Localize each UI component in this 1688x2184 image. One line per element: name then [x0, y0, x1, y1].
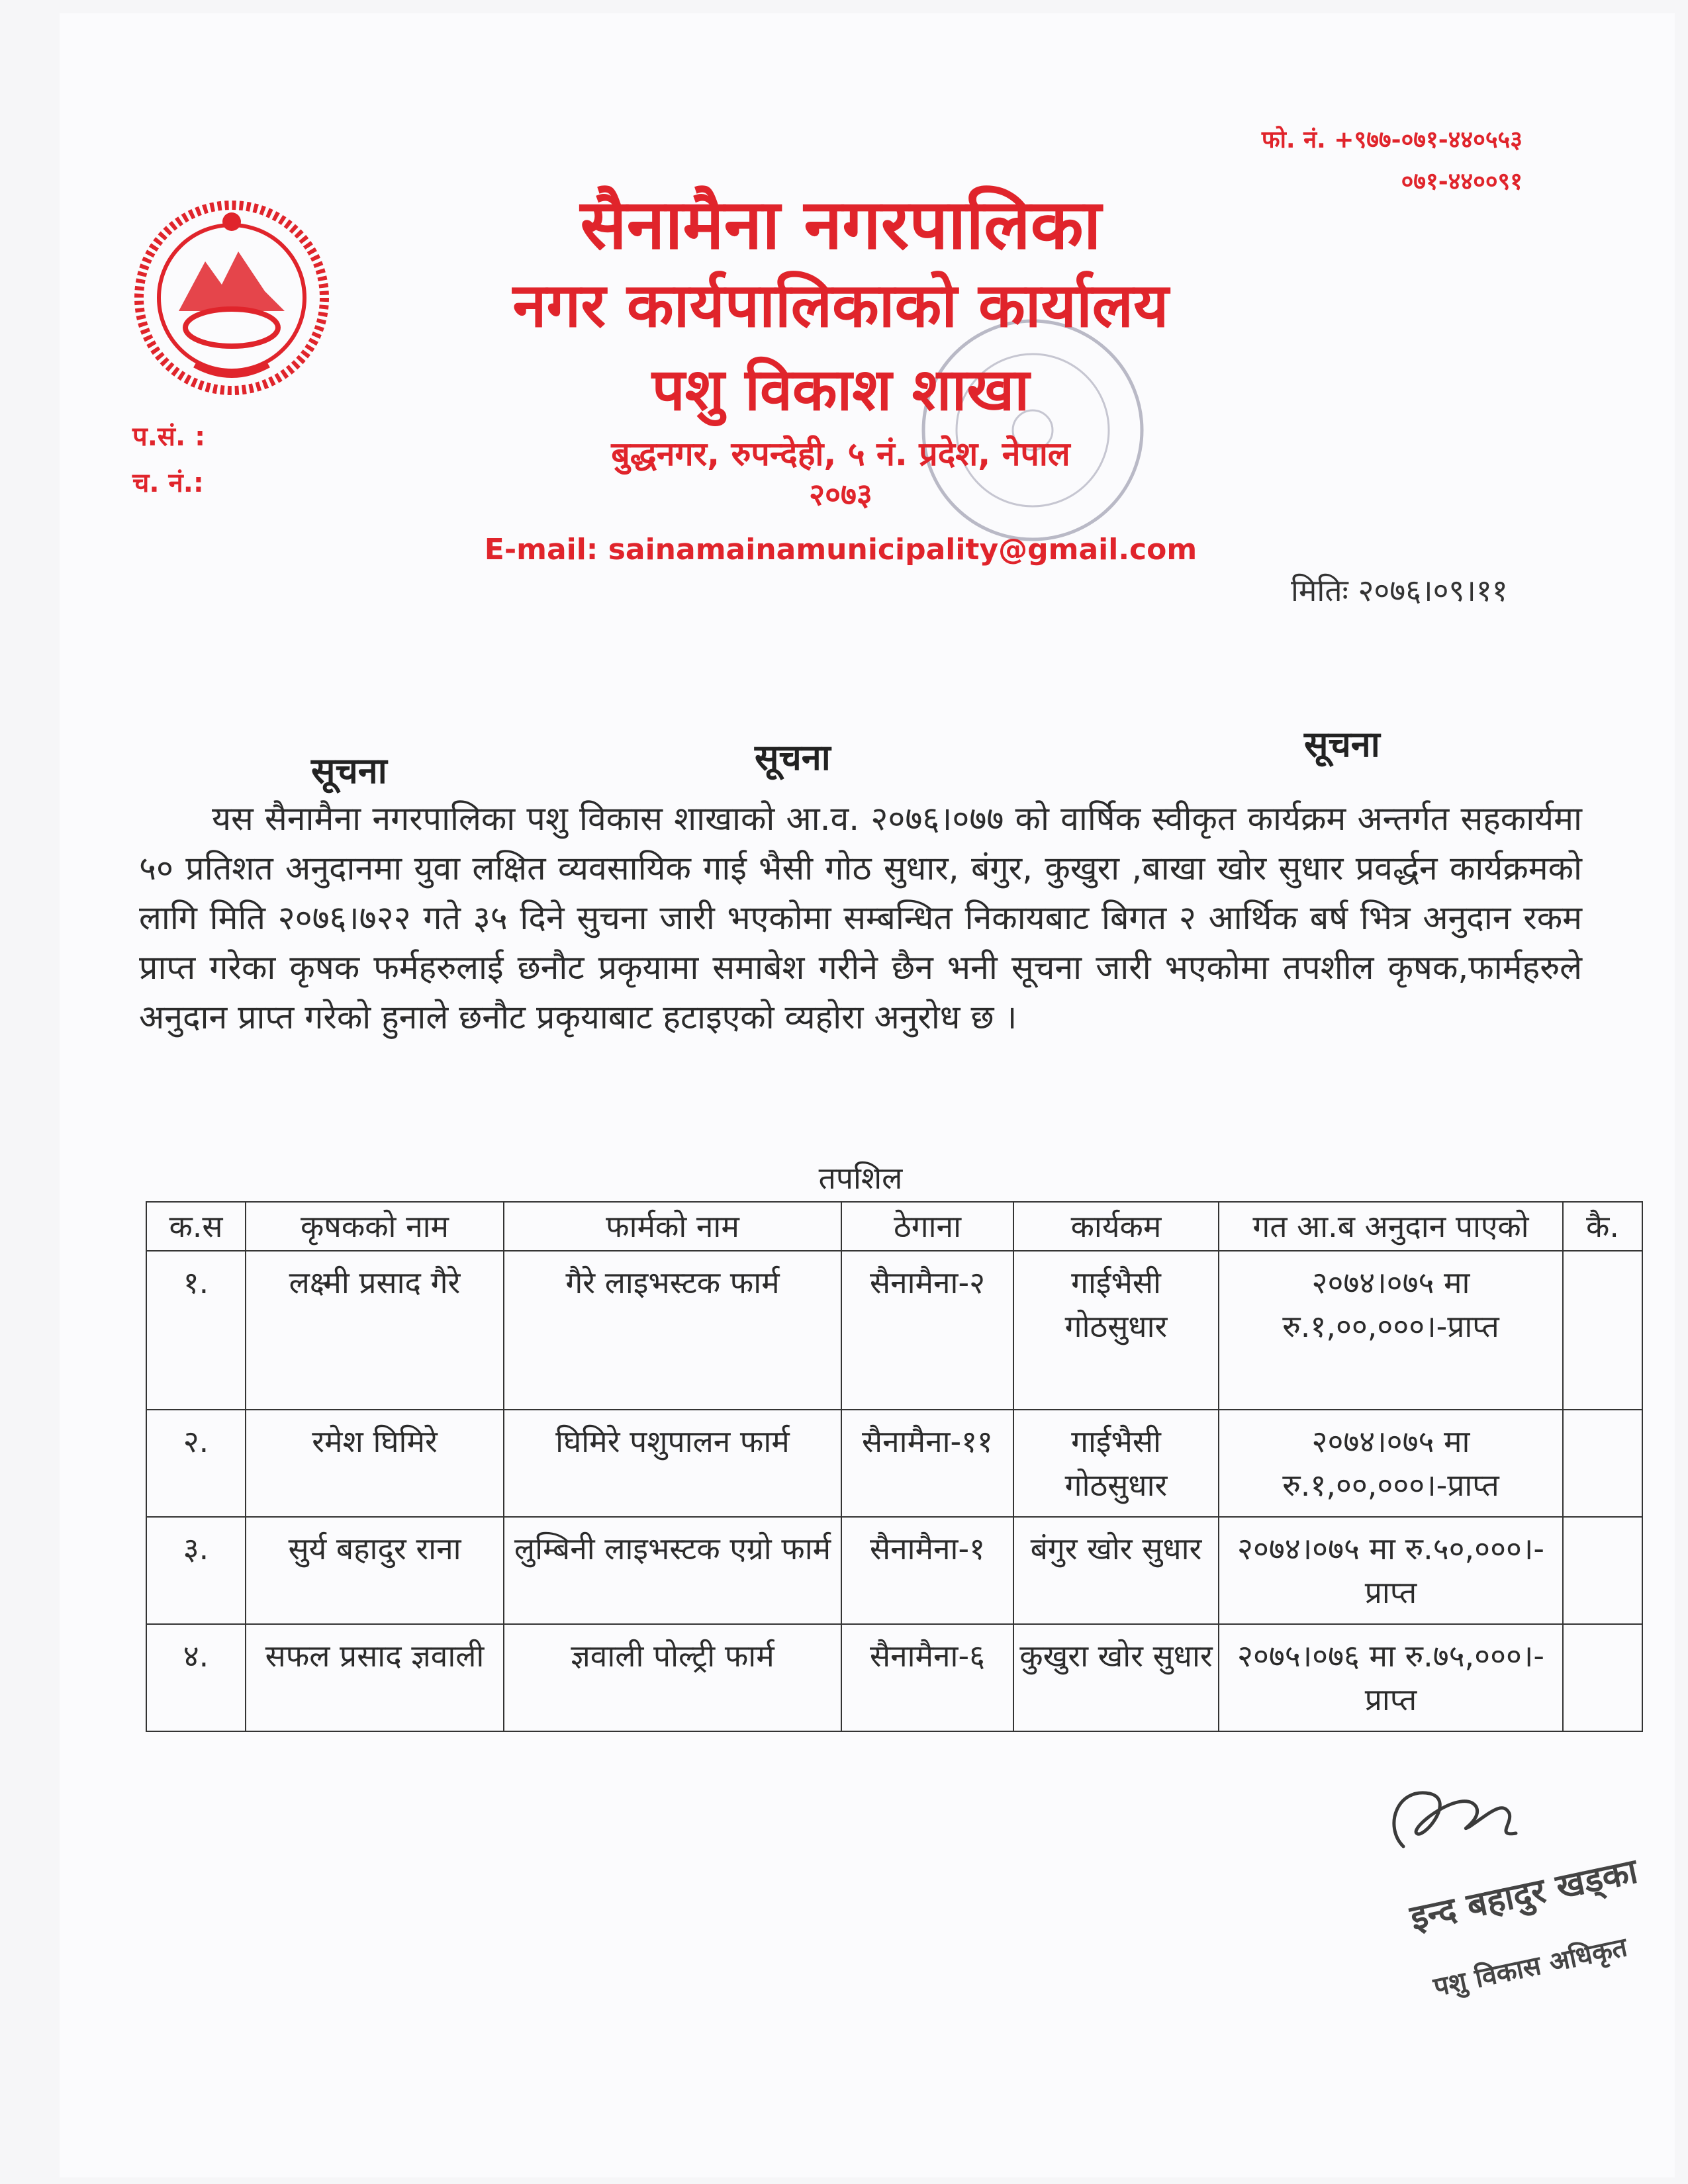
- cell-program: कुखुरा खोर सुधार: [1013, 1624, 1219, 1731]
- phone-number-1: फो. नं. +९७७-०७१-४४०५५३: [1261, 126, 1523, 154]
- notice-heading-right: सूचना: [1304, 723, 1380, 765]
- cell-address: सैनामैना-१: [841, 1517, 1013, 1624]
- col-serial: क.स: [146, 1202, 246, 1251]
- recipients-table: [146, 1201, 1643, 1732]
- cell-program: गाईभैसी गोठसुधार: [1013, 1410, 1219, 1517]
- cell-farm-name: ज्ञवाली पोल्ट्री फार्म: [504, 1624, 841, 1731]
- signatory-name: इन्द बहादुर खड्का: [1407, 1851, 1642, 1938]
- cell-serial: २.: [146, 1410, 246, 1517]
- table-header-row: [146, 1202, 1642, 1251]
- cell-farm-name: घिमिरे पशुपालन फार्म: [504, 1410, 841, 1517]
- letter-date: मितिः २०७६।०९।११: [1291, 572, 1508, 608]
- cell-farmer-name: लक्ष्मी प्रसाद गैरे: [246, 1251, 504, 1410]
- cell-remarks: [1563, 1517, 1642, 1624]
- cell-farmer-name: सफल प्रसाद ज्ञवाली: [246, 1624, 504, 1731]
- notice-body: यस सैनामैना नगरपालिका पशु विकास शाखाको आ.व. २०७६।०७७ को वार्षिक स्वीकृत कार्यक्रम अन्तर्गत सहकार्यमा ५० प्रतिशत अनुदानमा युवा लक्षित व्यवसायिक गाई भैसी गोठ सुधार, बंगुर, कुखुरा ,बाखा खोर सुधार प्रवर्द्धन कार्यक्रमको लागि मिति २०७६।७२२ गते ३५ दिने सुचना जारी भएकोमा सम्बन्धित निकायबाट बिगत २ आर्थिक बर्ष भित्र अनुदान रकम प्राप्त गरेका कृषक फर्महरुलाई छनौट प्रकृयामा समाबेश गरीने छैन भनी सूचना जारी भएकोमा तपशील कृषक,फार्महरुले अनुदान प्राप्त गरेको हुनाले छनौट प्रकृयाबाट हटाइएको व्यहोरा अनुरोध छ ।: [139, 799, 1582, 1036]
- cell-serial: ४.: [146, 1624, 246, 1731]
- cell-address: सैनामैना-६: [841, 1624, 1013, 1731]
- cell-farm-name: लुम्बिनी लाइभस्टक एग्रो फार्म: [504, 1517, 841, 1624]
- cell-remarks: [1563, 1410, 1642, 1517]
- office-email: E-mail: sainamainamunicipality@gmail.com: [484, 533, 1197, 567]
- cell-previous-grant: २०७४।०७५ मा रु.१,००,०००।-प्राप्त: [1219, 1410, 1563, 1517]
- cell-previous-grant: २०७४।०७५ मा रु.५०,०००।-प्राप्त: [1219, 1517, 1563, 1624]
- cell-farmer-name: रमेश घिमिरे: [246, 1410, 504, 1517]
- cell-remarks: [1563, 1624, 1642, 1731]
- table-row: [146, 1410, 1642, 1517]
- cell-remarks: [1563, 1251, 1642, 1410]
- established-year: २०७३: [809, 477, 872, 512]
- cell-farmer-name: सुर्य बहादुर राना: [246, 1517, 504, 1624]
- notice-heading-center: सूचना: [755, 737, 831, 778]
- col-program: कार्यकम: [1013, 1202, 1219, 1251]
- table-row: [146, 1624, 1642, 1731]
- cell-program: गाईभैसी गोठसुधार: [1013, 1251, 1219, 1410]
- cell-previous-grant: २०७४।०७५ मा रु.१,००,०००।-प्राप्त: [1219, 1251, 1563, 1410]
- col-remarks: कै.: [1563, 1202, 1642, 1251]
- dispatch-number-label: च. नं.:: [132, 468, 204, 498]
- office-address: बुद्धनगर, रुपन्देही, ५ नं. प्रदेश, नेपाल: [611, 435, 1070, 473]
- reference-number-label: प.सं. :: [132, 422, 206, 452]
- cell-serial: ३.: [146, 1517, 246, 1624]
- cell-address: सैनामैना-११: [841, 1410, 1013, 1517]
- cell-serial: १.: [146, 1251, 246, 1410]
- col-address: ठेगाना: [841, 1202, 1013, 1251]
- municipality-name: सैनामैना नगरपालिका: [580, 184, 1102, 265]
- col-farmer-name: कृषकको नाम: [246, 1202, 504, 1251]
- office-name: नगर कार्यपालिकाको कार्यालय: [512, 270, 1169, 341]
- signature-scribble-icon: [1377, 1774, 1536, 1873]
- col-farm-name: फार्मको नाम: [504, 1202, 841, 1251]
- phone-number-2: ०७१-४४००९१: [1401, 168, 1523, 195]
- cell-program: बंगुर खोर सुधार: [1013, 1517, 1219, 1624]
- table-title: तपशिल: [818, 1160, 903, 1196]
- branch-name: पशु विकाश शाखा: [651, 355, 1030, 424]
- nepal-emblem-icon: [132, 199, 331, 397]
- cell-previous-grant: २०७५।०७६ मा रु.७५,०००।-प्राप्त: [1219, 1624, 1563, 1731]
- signatory-title: पशु विकास अधिकृत: [1430, 1932, 1630, 2003]
- col-previous-grant: गत आ.ब अनुदान पाएको: [1219, 1202, 1563, 1251]
- table-row: [146, 1251, 1642, 1410]
- notice-heading-left: सूचना: [311, 750, 387, 792]
- cell-address: सैनामैना-२: [841, 1251, 1013, 1410]
- cell-farm-name: गैरे लाइभस्टक फार्म: [504, 1251, 841, 1410]
- table-row: [146, 1517, 1642, 1624]
